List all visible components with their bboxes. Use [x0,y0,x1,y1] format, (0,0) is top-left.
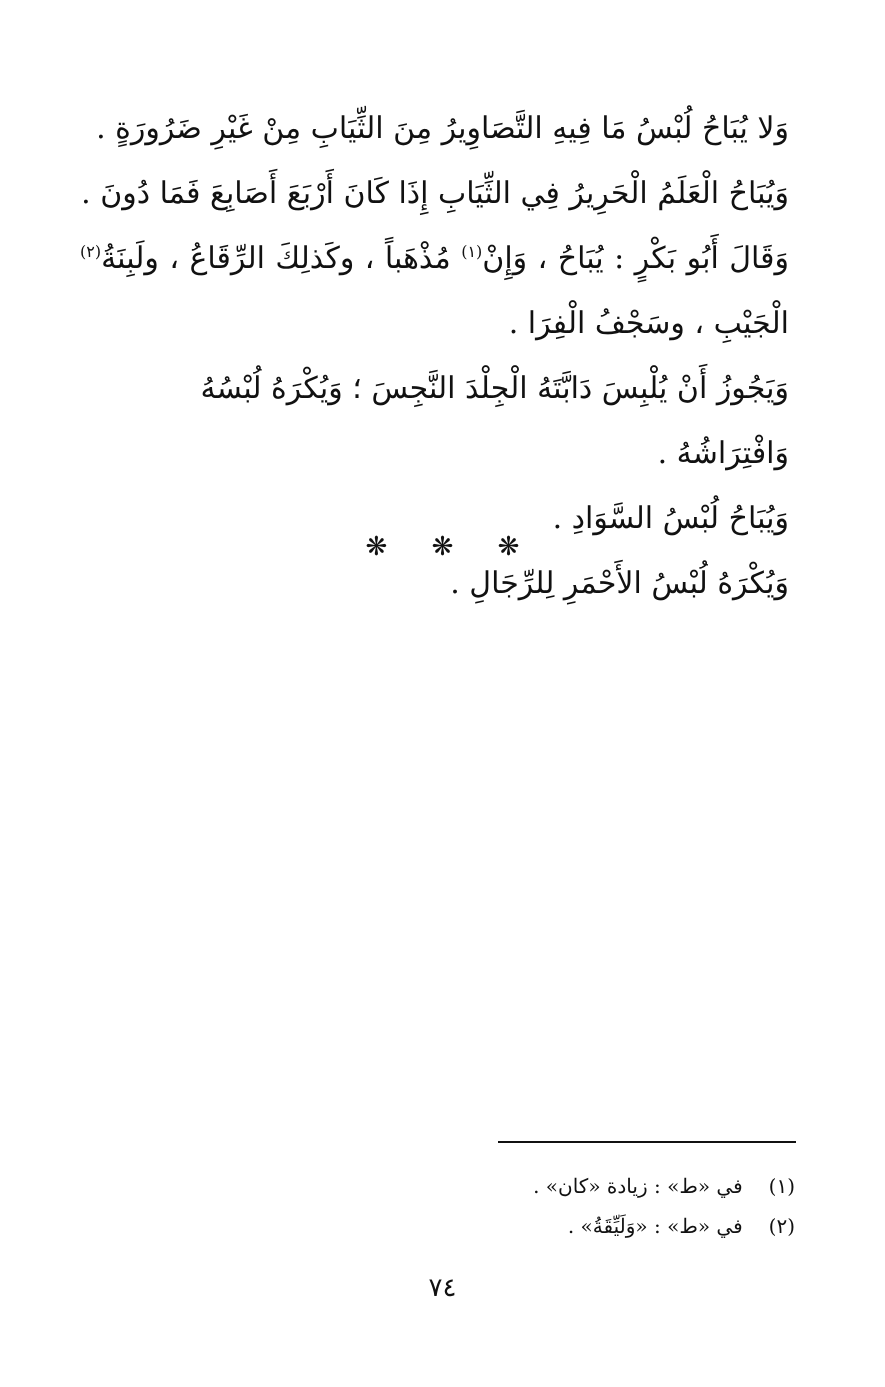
paragraph-text: وَلا يُبَاحُ لُبْسُ مَا فِيهِ التَّصَاوِيرُ مِنَ الثِّيَابِ مِنْ غَيْرِ ضَرُورَةٍ . [96,111,789,146]
asterism-glyph: ❋ [497,532,520,562]
footnote-number: (٢) [768,1214,795,1238]
section-separator [0,532,885,562]
paragraph-text: وَيُكْرَهُ لُبْسُ الأَحْمَرِ لِلرِّجَالِ . [450,566,789,601]
paragraph-text: وَيُبَاحُ الْعَلَمُ الْحَرِيرُ فِي الثِّيَابِ إِذَا كَانَ أَرْبَعَ أَصَابِعَ فَمَا دُونَ . [81,176,789,211]
footnote-divider [498,1141,796,1143]
paragraph-text-part: مُذْهَباً ، وكَذلِكَ الرِّقَاعُ ، ولَبِنَةُ [101,241,462,276]
footnote-ref-1[interactable]: (١) [461,242,483,261]
footnote-1 [195,1166,795,1206]
paragraph-2 [80,161,789,226]
paragraph-3 [80,226,789,356]
footnote-number: (١) [768,1174,795,1198]
asterism-glyph: ❋ [431,532,454,562]
paragraph-text-part: الْجَيْبِ ، وسَجْفُ الْفِرَا . [508,306,789,341]
paragraph-4 [80,356,789,486]
footnote-2 [195,1206,795,1246]
paragraph-text: وَيَجُوزُ أَنْ يُلْبِسَ دَابَّتَهُ الْجِلْدَ النَّجِسَ ؛ وَيُكْرَهُ لُبْسُهُ وَافْتِرَاشُهُ . [200,371,789,471]
footnotes [195,1166,795,1246]
page-number: ٧٤ [428,1273,457,1303]
paragraph-text-part: وَقَالَ أَبُو بَكْرٍ : يُبَاحُ ، وَإِنْ [482,241,789,276]
footnote-ref-2[interactable]: (٢) [80,242,102,261]
asterism-glyph: ❋ [365,532,388,562]
paragraph-text: وَيُبَاحُ لُبْسُ السَّوَادِ . [552,501,789,536]
paragraph-1 [80,96,789,161]
footnote-text: في «ط» : «وَلَيِّقَةُ» . [567,1214,743,1238]
footnote-text: في «ط» : زيادة «كان» . [533,1174,743,1198]
